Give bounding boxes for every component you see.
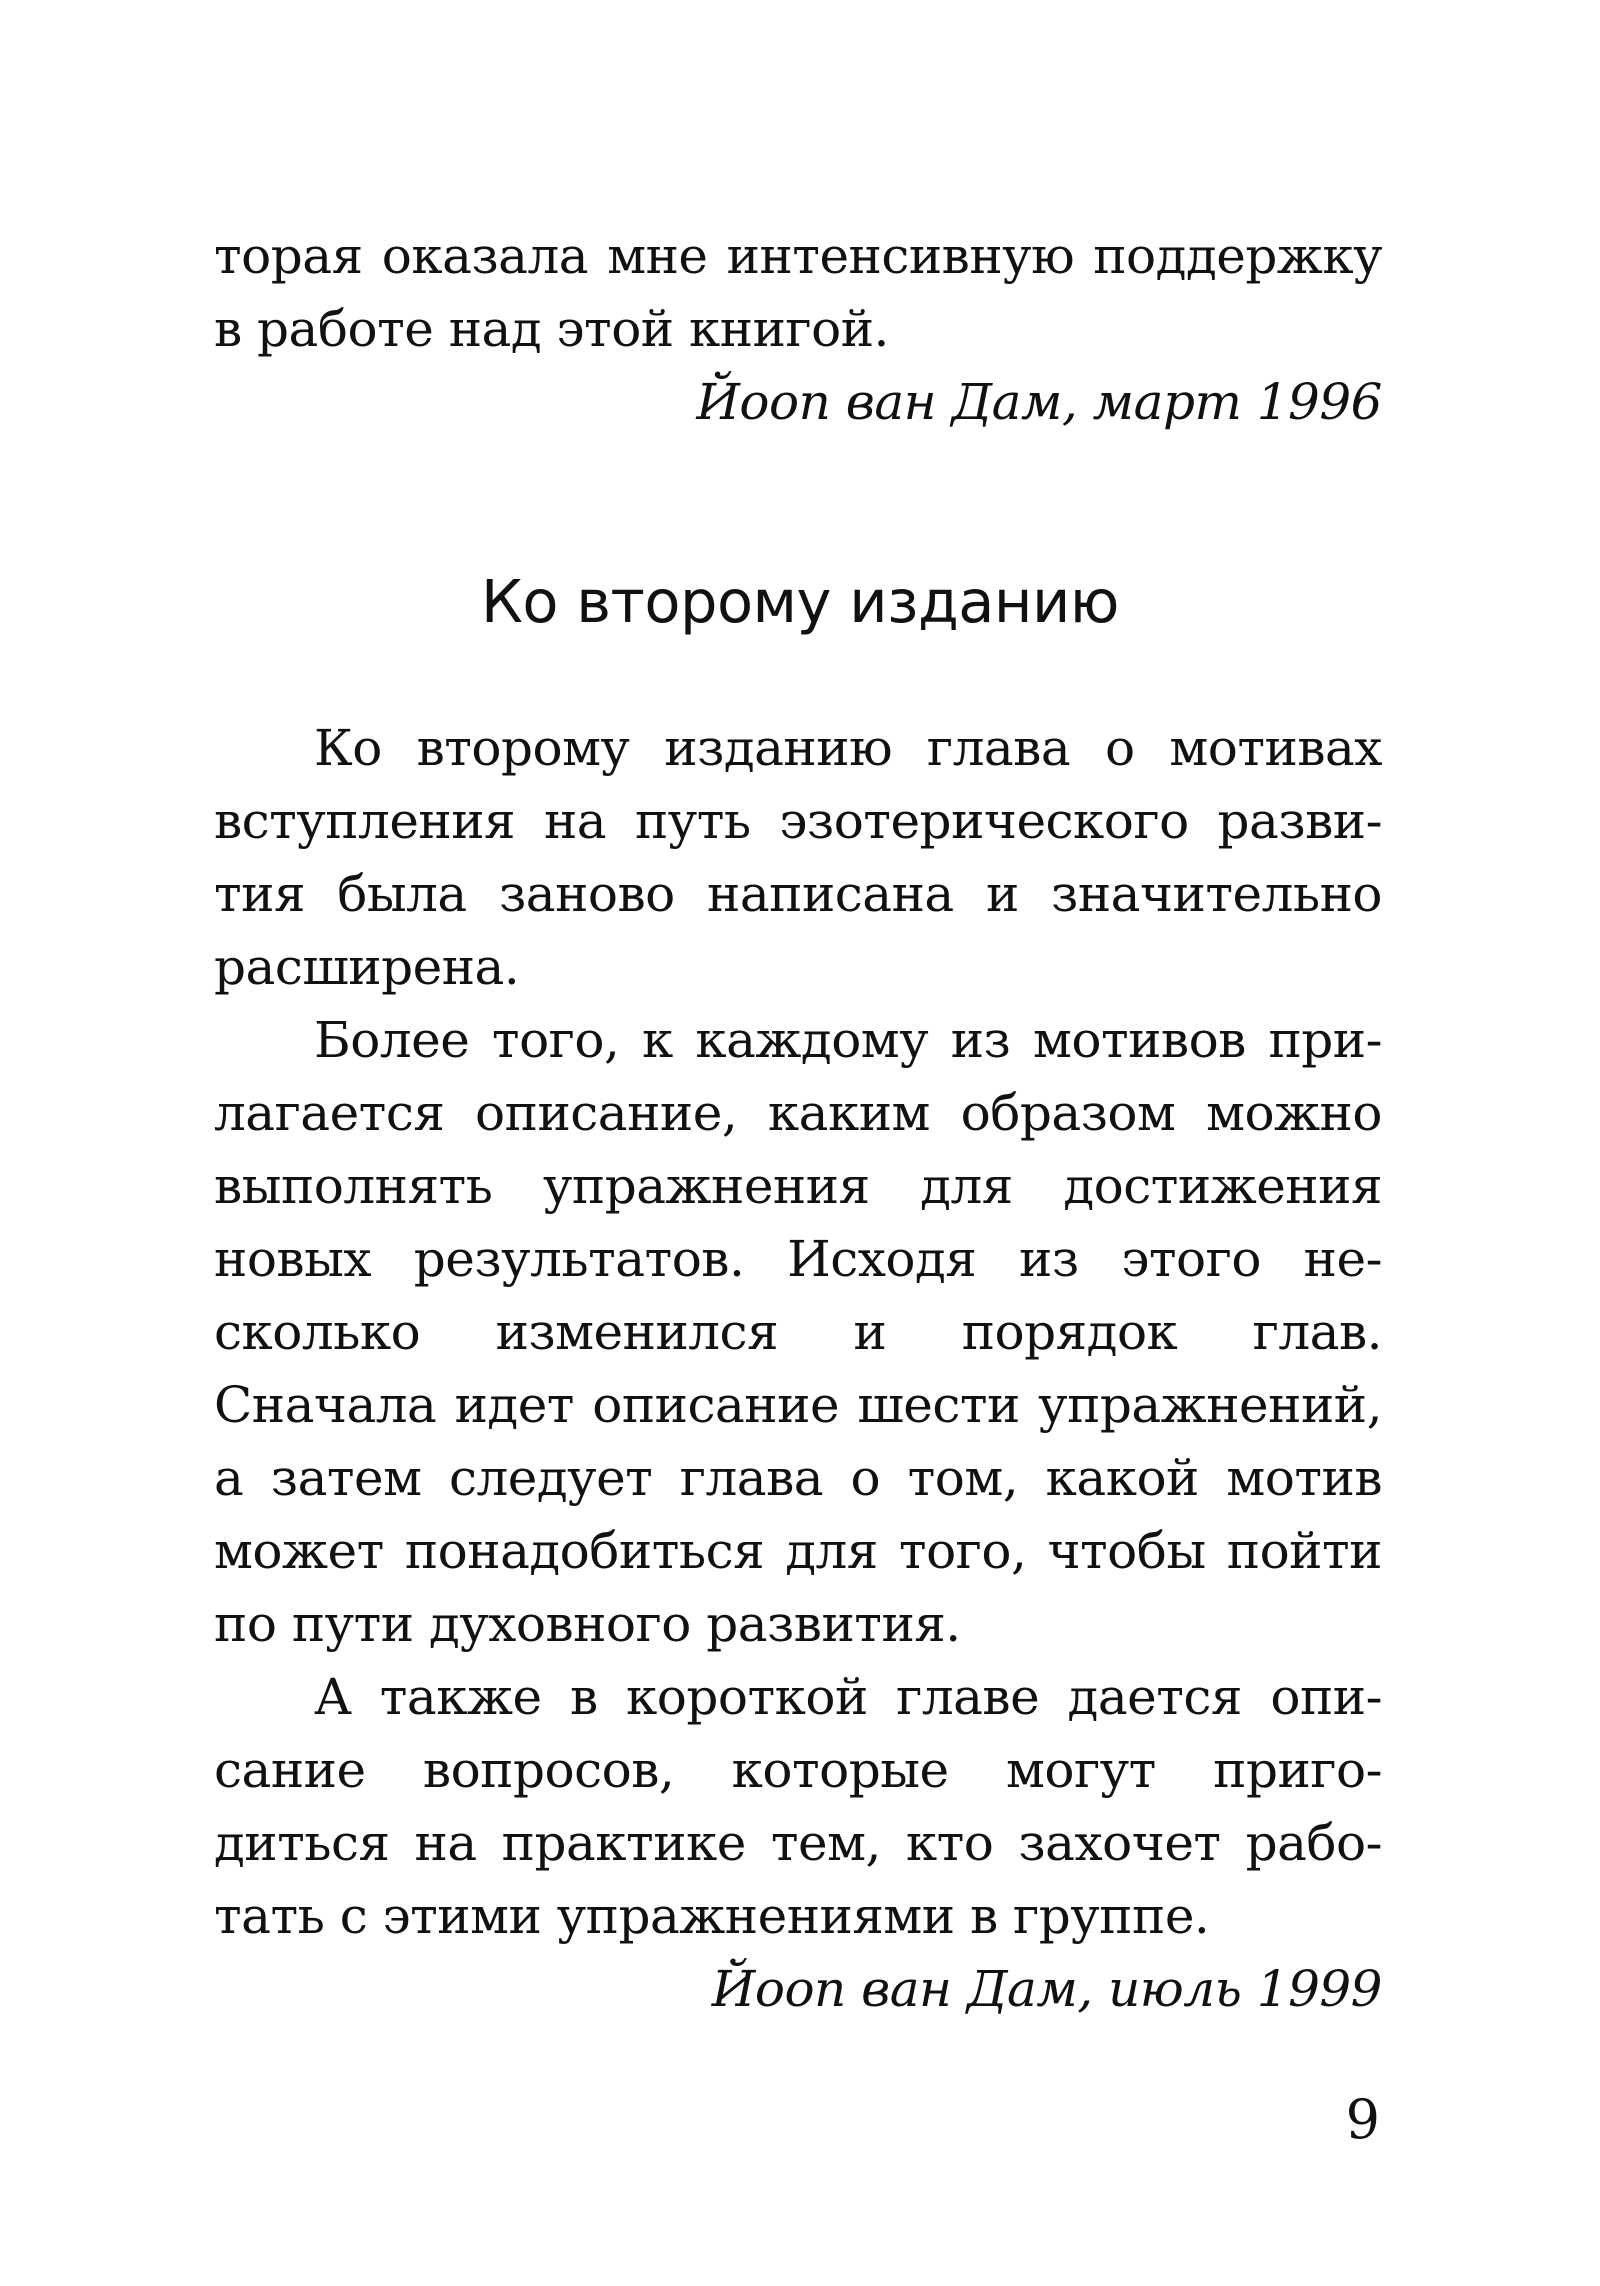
text-line: лагается описание, каким образом можно (214, 1084, 1382, 1142)
signature-1999: Йооп ван Дам, июль 1999 (711, 1960, 1382, 2018)
intro-text-block (214, 220, 1382, 439)
text-line: торая оказала мне интенсивную поддержку (214, 227, 1382, 285)
text-line: тать с этими упражнениями в группе. (214, 1887, 1210, 1945)
section-heading: Ко второму изданию (481, 567, 1119, 636)
text-line: сколько изменился и порядок глав. (214, 1303, 1382, 1361)
text-line: А также в короткой главе дается опи- (314, 1668, 1382, 1726)
text-line: расширена. (214, 938, 520, 996)
text-line: Ко второму изданию глава о мотивах (314, 719, 1382, 777)
text-line: в работе над этой книгой. (214, 300, 889, 358)
text-line: Более того, к каждому из мотивов при- (314, 1011, 1382, 1069)
text-line: может понадобиться для того, чтобы пойти (214, 1522, 1382, 1580)
text-line: диться на практике тем, кто захочет рабо- (214, 1814, 1382, 1872)
text-line: выполнять упражнения для достижения (214, 1157, 1382, 1215)
section-body (214, 712, 1382, 2026)
text-line: сание вопросов, которые могут приго- (214, 1741, 1382, 1799)
signature-1996: Йооп ван Дам, март 1996 (696, 373, 1382, 431)
page-number: 9 (1345, 2088, 1380, 2151)
text-line: по пути духовного развития. (214, 1595, 961, 1653)
text-line: вступления на путь эзотерического разви- (214, 792, 1382, 850)
text-line: Сначала идет описание шести упражнений, (214, 1376, 1382, 1434)
text-line: тия была заново написана и значительно (214, 865, 1382, 923)
text-line: новых результатов. Исходя из этого не- (214, 1230, 1382, 1288)
text-line: а затем следует глава о том, какой мотив (214, 1449, 1382, 1507)
